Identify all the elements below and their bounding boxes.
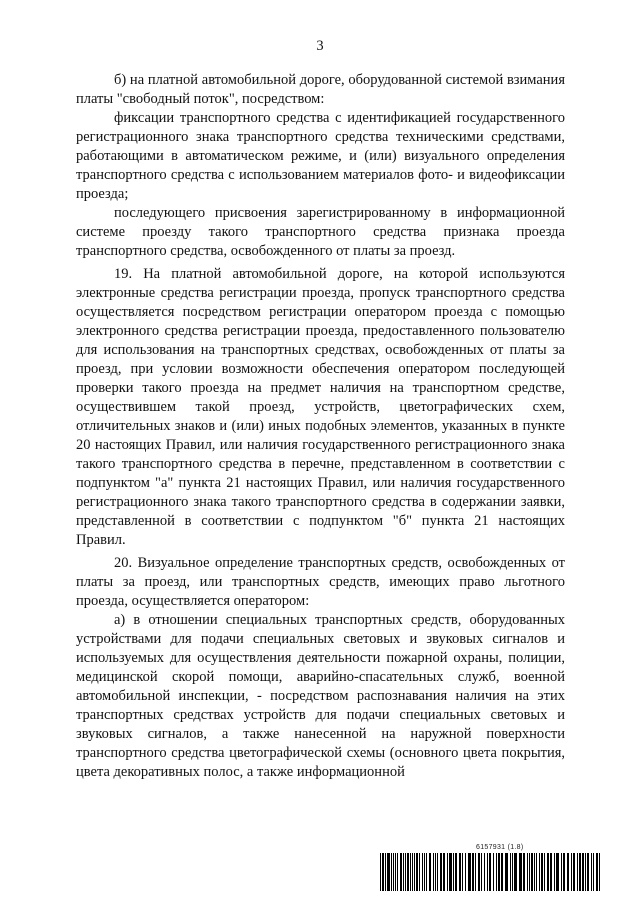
- page-number: 3: [316, 38, 324, 54]
- paragraph-20: 20. Визуальное определение транспортных средств, освобожденных от платы за проезд, или транспортных средств, имеющих право льготного проезда, осуществляется оператором:: [76, 555, 565, 609]
- paragraph-assignment: последующего присвоения зарегистрированному в информационной системе проезду такого транспортного средства признака проезда транспортного средства, освобожденного от платы за проезд.: [76, 205, 565, 259]
- paragraph-19: 19. На платной автомобильной дороге, на которой используются электронные средства регистрации проезда, пропуск транспортного средства осуществляется посредством регистрации оператором проезда с помощью электронного средства регистрации проезда, предоставленного пользователю для использования на транспортных средствах, освобожденных от платы за проезд, при условии возможности обеспечения оператором последующей проверки такого проезда на предмет наличия на транспортном средстве, осуществившем такой проезд, устройств, цветографических схем, отличительных знаков и (или) иных подобных элементов, указанных в пункте 20 настоящих Правил, или наличия государственного регистрационного знака такого транспортного средства в перечне, представленном в соответствии с подпунктом "а" пункта 21 настоящих Правил, или наличия государственного регистрационного знака такого транспортного средства в содержании заявки, представленной в соответствии с подпунктом "б" пункта 21 настоящих Правил.: [76, 266, 565, 548]
- document-text: [76, 71, 565, 782]
- paragraph-fixation: фиксации транспортного средства с идентификацией государственного регистрационного знака транспортного средства техническими средствами, работающими в автоматическом режиме, и (или) визуального определения транспортного средства с использованием материалов фото- и видеофиксации проезда;: [76, 110, 565, 202]
- barcode-graphic: [380, 853, 600, 891]
- barcode: [380, 853, 600, 891]
- paragraph-b-toll-free-flow: б) на платной автомобильной дороге, оборудованной системой взимания платы "свободный поток", посредством:: [76, 72, 565, 107]
- paragraph-20-a: а) в отношении специальных транспортных средств, оборудованных устройствами для подачи специальных световых и звуковых сигналов и используемых для осуществления деятельности пожарной охраны, полиции, медицинской скорой помощи, аварийно-спасательных служб, военной автомобильной инспекции, - посредством распознавания наличия на этих транспортных средствах устройств для подачи специальных световых и звуковых сигналов, а также нанесенной на наружной поверхности транспортного средства цветографической схемы (основного цвета покрытия, цвета декоративных полос, а также информационной: [76, 612, 565, 780]
- barcode-caption: 6157931 (1.8): [476, 844, 524, 851]
